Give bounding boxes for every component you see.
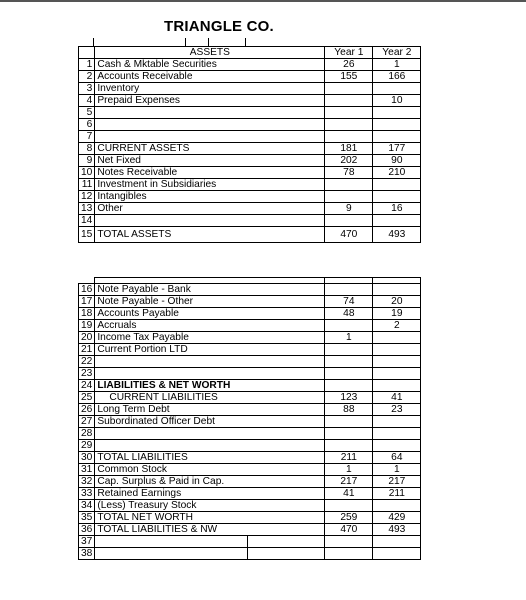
- row-number: 1: [79, 59, 95, 71]
- row-label: Note Payable - Other: [95, 296, 325, 308]
- year2-header: Year 2: [373, 47, 421, 59]
- row-number: 36: [79, 524, 95, 536]
- year1-value: [325, 536, 373, 548]
- year1-value: 155: [325, 71, 373, 83]
- year2-value: [373, 440, 421, 452]
- row-label: Note Payable - Bank: [95, 284, 325, 296]
- row-number: 25: [79, 392, 95, 404]
- year2-value: [373, 416, 421, 428]
- table-row: [79, 191, 421, 203]
- row-number: 3: [79, 83, 95, 95]
- liabilities-table: [78, 277, 421, 560]
- year2-value: [373, 368, 421, 380]
- table-row: [79, 476, 421, 488]
- table-row: [79, 119, 421, 131]
- row-label: [95, 440, 325, 452]
- year2-value: 2: [373, 320, 421, 332]
- row-label: Current Portion LTD: [95, 344, 325, 356]
- year1-value: 9: [325, 203, 373, 215]
- year1-value: [325, 95, 373, 107]
- year2-value: [373, 284, 421, 296]
- year2-value: [373, 119, 421, 131]
- table-row: [79, 428, 421, 440]
- year1-value: 88: [325, 404, 373, 416]
- table-row: [79, 368, 421, 380]
- row-label: TOTAL ASSETS: [95, 227, 325, 243]
- row-number: 35: [79, 512, 95, 524]
- row-label: Other: [95, 203, 325, 215]
- year2-value: [373, 179, 421, 191]
- row-number: 2: [79, 71, 95, 83]
- year2-value: 493: [373, 227, 421, 243]
- row-label: Notes Receivable: [95, 167, 325, 179]
- table-row: [79, 203, 421, 215]
- row-number: 18: [79, 308, 95, 320]
- row-number: 10: [79, 167, 95, 179]
- empty-cell: [248, 536, 325, 548]
- table-row: [79, 131, 421, 143]
- row-number: 32: [79, 476, 95, 488]
- row-number: 5: [79, 107, 95, 119]
- year2-value: [373, 356, 421, 368]
- table-row: [79, 332, 421, 344]
- year2-value: [373, 215, 421, 227]
- row-label: [95, 368, 325, 380]
- year1-value: 41: [325, 488, 373, 500]
- year2-value: 64: [373, 452, 421, 464]
- table-row: [79, 404, 421, 416]
- year1-value: 26: [325, 59, 373, 71]
- table-row: [79, 320, 421, 332]
- row-number: 23: [79, 368, 95, 380]
- year1-value: [325, 416, 373, 428]
- row-number: 26: [79, 404, 95, 416]
- year1-value: [325, 548, 373, 560]
- year2-value: [373, 536, 421, 548]
- year1-value: 74: [325, 296, 373, 308]
- year1-value: 470: [325, 524, 373, 536]
- year1-value: [325, 428, 373, 440]
- year1-value: 78: [325, 167, 373, 179]
- year2-value: 429: [373, 512, 421, 524]
- row-label: [95, 428, 325, 440]
- year1-value: 181: [325, 143, 373, 155]
- table-row: [79, 179, 421, 191]
- empty-cell: [248, 548, 325, 560]
- year1-value: 202: [325, 155, 373, 167]
- table-row: [79, 392, 421, 404]
- year2-value: 16: [373, 203, 421, 215]
- row-number: 24: [79, 380, 95, 392]
- year1-value: 123: [325, 392, 373, 404]
- table-row: [79, 107, 421, 119]
- year2-value: 41: [373, 392, 421, 404]
- row-number: 22: [79, 356, 95, 368]
- year2-value: 90: [373, 155, 421, 167]
- year1-value: [325, 179, 373, 191]
- row-label: CURRENT LIABILITIES: [95, 392, 325, 404]
- header-blank: [79, 47, 95, 59]
- year2-value: 23: [373, 404, 421, 416]
- row-number: 12: [79, 191, 95, 203]
- year1-value: 48: [325, 308, 373, 320]
- page-title: TRIANGLE CO.: [164, 18, 274, 35]
- assets-header: ASSETS: [95, 47, 325, 59]
- row-number: 11: [79, 179, 95, 191]
- row-number: 8: [79, 143, 95, 155]
- year2-value: 166: [373, 71, 421, 83]
- year2-value: [373, 380, 421, 392]
- row-number: 30: [79, 452, 95, 464]
- year1-value: [325, 119, 373, 131]
- row-label: [95, 215, 325, 227]
- row-label: Cash & Mktable Securities: [95, 59, 325, 71]
- year1-value: [325, 107, 373, 119]
- row-label: TOTAL NET WORTH: [95, 512, 325, 524]
- year1-value: [325, 368, 373, 380]
- table-row: [79, 512, 421, 524]
- year2-value: [373, 107, 421, 119]
- year2-value: [373, 548, 421, 560]
- table-row: [79, 155, 421, 167]
- row-label: Common Stock: [95, 464, 325, 476]
- row-number: 19: [79, 320, 95, 332]
- row-number: 31: [79, 464, 95, 476]
- row-number: 27: [79, 416, 95, 428]
- table-row: [79, 95, 421, 107]
- year2-value: 10: [373, 95, 421, 107]
- row-label: CURRENT ASSETS: [95, 143, 325, 155]
- table-row: [79, 548, 421, 560]
- row-label: TOTAL LIABILITIES: [95, 452, 325, 464]
- table-row: [79, 452, 421, 464]
- row-label: Accounts Receivable: [95, 71, 325, 83]
- row-number: 21: [79, 344, 95, 356]
- table-row: [79, 464, 421, 476]
- year2-value: 19: [373, 308, 421, 320]
- row-number: 16: [79, 284, 95, 296]
- year1-header: Year 1: [325, 47, 373, 59]
- row-label: Investment in Subsidiaries: [95, 179, 325, 191]
- row-number: 20: [79, 332, 95, 344]
- row-label: TOTAL LIABILITIES & NW: [95, 524, 325, 536]
- year1-value: [325, 284, 373, 296]
- table-row: [79, 536, 421, 548]
- year1-value: 470: [325, 227, 373, 243]
- table-row: [79, 524, 421, 536]
- year1-value: 217: [325, 476, 373, 488]
- row-label: (Less) Treasury Stock: [95, 500, 325, 512]
- year1-value: [325, 131, 373, 143]
- year2-value: 217: [373, 476, 421, 488]
- year2-value: 210: [373, 167, 421, 179]
- row-label: [95, 548, 248, 560]
- table-row: [79, 416, 421, 428]
- year2-value: 211: [373, 488, 421, 500]
- year2-value: 20: [373, 296, 421, 308]
- row-label: Subordinated Officer Debt: [95, 416, 325, 428]
- row-label: Long Term Debt: [95, 404, 325, 416]
- row-label: Net Fixed: [95, 155, 325, 167]
- table-row: [79, 284, 421, 296]
- row-label: LIABILITIES & NET WORTH: [95, 380, 325, 392]
- year2-value: [373, 83, 421, 95]
- year1-value: [325, 191, 373, 203]
- table-row: [79, 83, 421, 95]
- table-row: [79, 356, 421, 368]
- row-label: [95, 119, 325, 131]
- row-label: Cap. Surplus & Paid in Cap.: [95, 476, 325, 488]
- assets-table: [78, 46, 421, 243]
- year2-value: [373, 131, 421, 143]
- row-label: Retained Earnings: [95, 488, 325, 500]
- row-number: 9: [79, 155, 95, 167]
- row-label: Inventory: [95, 83, 325, 95]
- year1-value: [325, 380, 373, 392]
- year1-value: [325, 500, 373, 512]
- year1-value: [325, 83, 373, 95]
- row-number: 7: [79, 131, 95, 143]
- row-number: 28: [79, 428, 95, 440]
- year2-value: [373, 500, 421, 512]
- row-label: Accruals: [95, 320, 325, 332]
- row-number: 6: [79, 119, 95, 131]
- table-row: [79, 488, 421, 500]
- table-row: [79, 500, 421, 512]
- row-number: 38: [79, 548, 95, 560]
- row-label: Intangibles: [95, 191, 325, 203]
- year1-value: 1: [325, 332, 373, 344]
- table-row: [79, 440, 421, 452]
- year2-value: [373, 344, 421, 356]
- row-number: 14: [79, 215, 95, 227]
- year2-value: [373, 428, 421, 440]
- year2-value: 177: [373, 143, 421, 155]
- row-number: 4: [79, 95, 95, 107]
- table-row: [79, 59, 421, 71]
- row-label: Prepaid Expenses: [95, 95, 325, 107]
- row-number: 33: [79, 488, 95, 500]
- year1-value: 1: [325, 464, 373, 476]
- year1-value: 211: [325, 452, 373, 464]
- row-label: Income Tax Payable: [95, 332, 325, 344]
- year2-value: 1: [373, 464, 421, 476]
- row-label: [95, 107, 325, 119]
- table-row: [79, 380, 421, 392]
- top-border: [0, 0, 526, 2]
- row-label: [95, 356, 325, 368]
- assets-header-row: [79, 47, 421, 59]
- year1-value: [325, 440, 373, 452]
- year1-value: [325, 344, 373, 356]
- year2-value: [373, 332, 421, 344]
- row-number: 13: [79, 203, 95, 215]
- row-number: 34: [79, 500, 95, 512]
- row-label: [95, 536, 248, 548]
- row-label: Accounts Payable: [95, 308, 325, 320]
- year2-value: 493: [373, 524, 421, 536]
- table-row: [79, 71, 421, 83]
- row-number: 37: [79, 536, 95, 548]
- row-number: 15: [79, 227, 95, 243]
- year1-value: 259: [325, 512, 373, 524]
- table-row: [79, 215, 421, 227]
- row-number: 29: [79, 440, 95, 452]
- year2-value: 1: [373, 59, 421, 71]
- row-label: [95, 131, 325, 143]
- table-row: [79, 167, 421, 179]
- table-row: [79, 143, 421, 155]
- year2-value: [373, 191, 421, 203]
- table-row: [79, 308, 421, 320]
- table-row: [79, 344, 421, 356]
- row-number: 17: [79, 296, 95, 308]
- year1-value: [325, 215, 373, 227]
- table-row: [79, 227, 421, 243]
- year1-value: [325, 356, 373, 368]
- table-row: [79, 296, 421, 308]
- year1-value: [325, 320, 373, 332]
